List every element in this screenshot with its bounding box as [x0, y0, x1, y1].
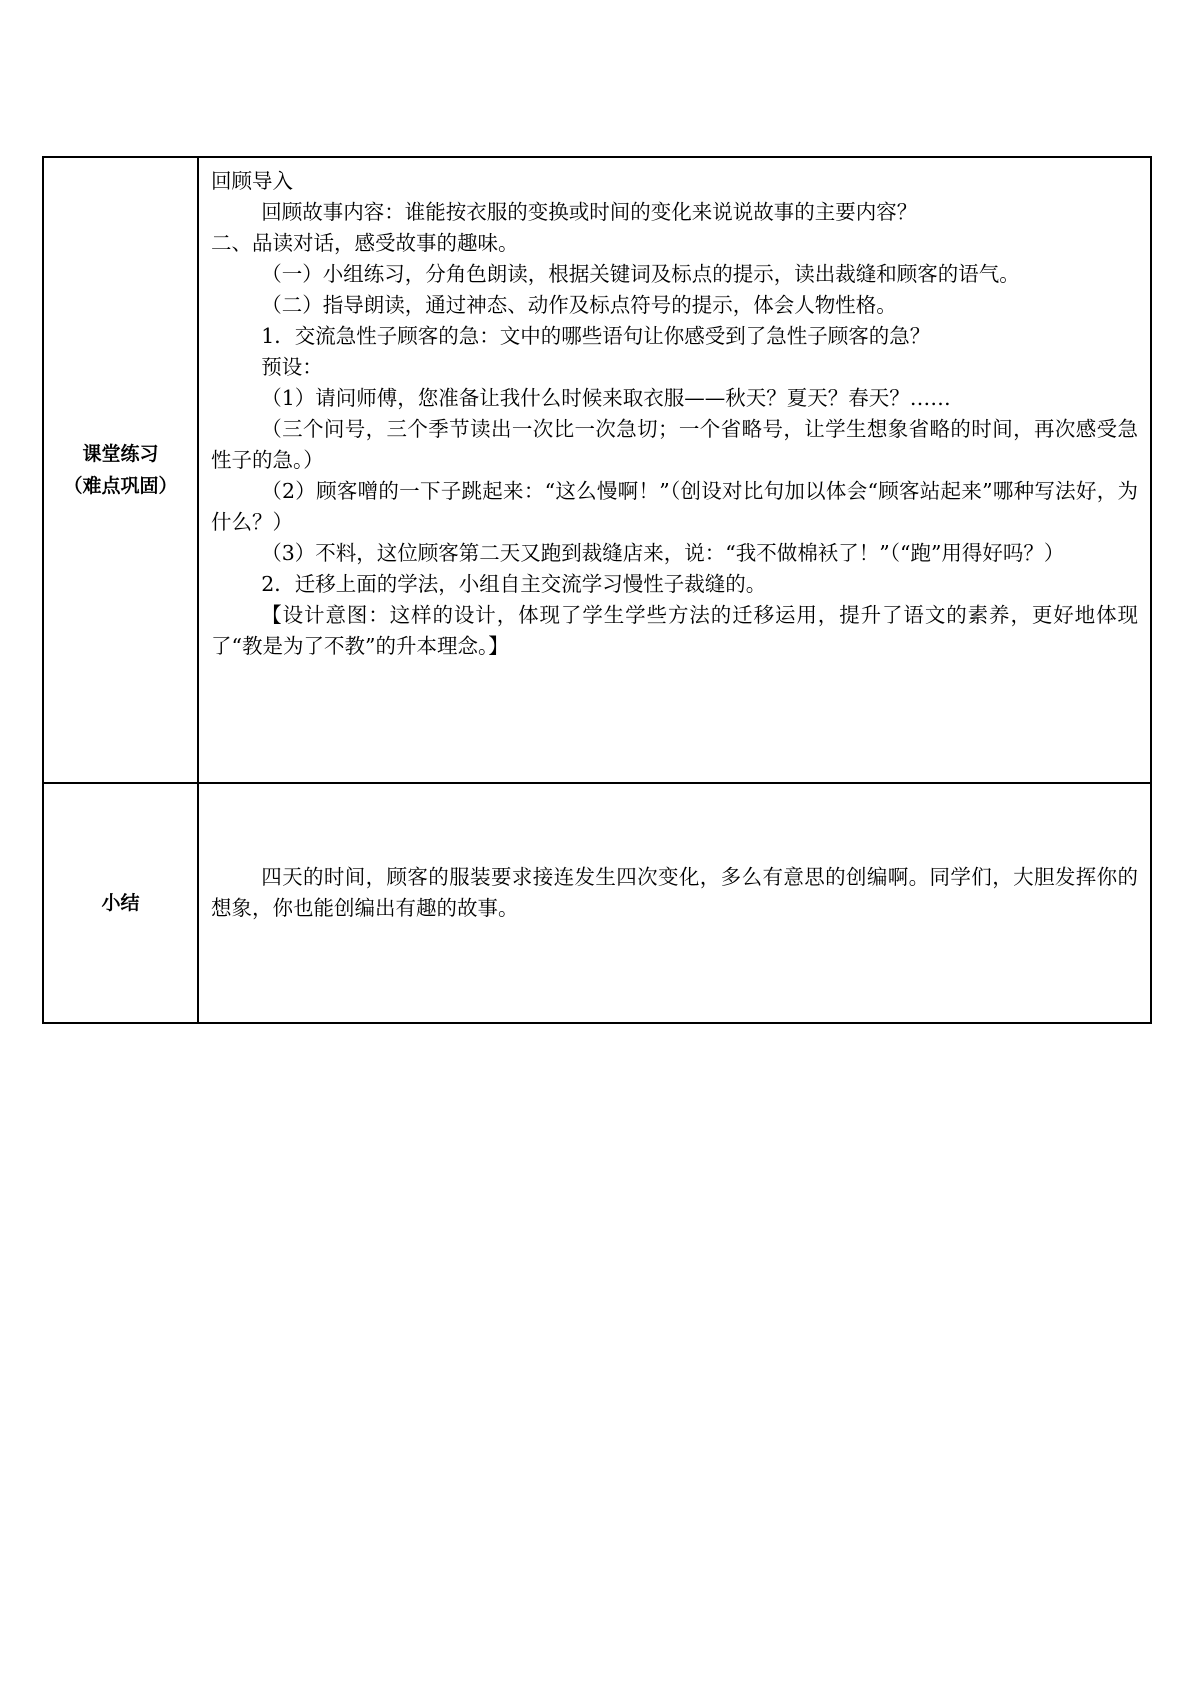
paragraph: （三个问号，三个季节读出一次比一次急切；一个省略号，让学生想象省略的时间，再次感受急性子的急。） [211, 417, 1138, 472]
section-heading: 二、品读对话，感受故事的趣味。 [211, 231, 519, 255]
paragraph: （2）顾客噌的一下子跳起来：“这么慢啊！”（创设对比句加以体会“顾客站起来”哪种写法好，为什么？） [211, 479, 1138, 534]
paragraph: （1）请问师傅，您准备让我什么时候来取衣服——秋天？夏天？春天？…… [261, 386, 951, 410]
paragraph: 2．迁移上面的学法，小组自主交流学习慢性子裁缝的。 [261, 572, 767, 596]
practice-label-subtitle: （难点巩固） [63, 475, 178, 497]
practice-content-cell [198, 157, 1151, 783]
paragraph: （二）指导朗读，通过神态、动作及标点符号的提示，体会人物性格。 [261, 293, 897, 317]
paragraph: 1．交流急性子顾客的急：文中的哪些语句让你感受到了急性子顾客的急？ [261, 324, 931, 348]
paragraph: （3）不料，这位顾客第二天又跑到裁缝店来，说：“我不做棉袄了！”（“跑”用得好吗？） [261, 541, 1065, 565]
paragraph: 预设： [261, 355, 323, 379]
lesson-plan-table [42, 156, 1152, 1024]
table-row-practice [43, 157, 1151, 783]
practice-label-cell [43, 157, 198, 783]
practice-label-title: 课堂练习 [82, 443, 159, 465]
design-intent-paragraph: 【设计意图：这样的设计，体现了学生学些方法的迁移运用，提升了语文的素养，更好地体现了“教是为了不教”的升本理念。】 [211, 603, 1138, 658]
paragraph: 回顾故事内容：谁能按衣服的变换或时间的变化来说说故事的主要内容？ [261, 200, 918, 224]
summary-label-cell [43, 783, 198, 1023]
summary-content-cell [198, 783, 1151, 1023]
paragraph: （一）小组练习，分角色朗读，根据关键词及标点的提示，读出裁缝和顾客的语气。 [261, 262, 1020, 286]
paragraph: 回顾导入 [211, 169, 293, 193]
summary-paragraph: 四天的时间，顾客的服装要求接连发生四次变化，多么有意思的创编啊。同学们，大胆发挥你的想象，你也能创编出有趣的故事。 [211, 865, 1138, 920]
table-row-summary [43, 783, 1151, 1023]
summary-label: 小结 [101, 892, 140, 914]
